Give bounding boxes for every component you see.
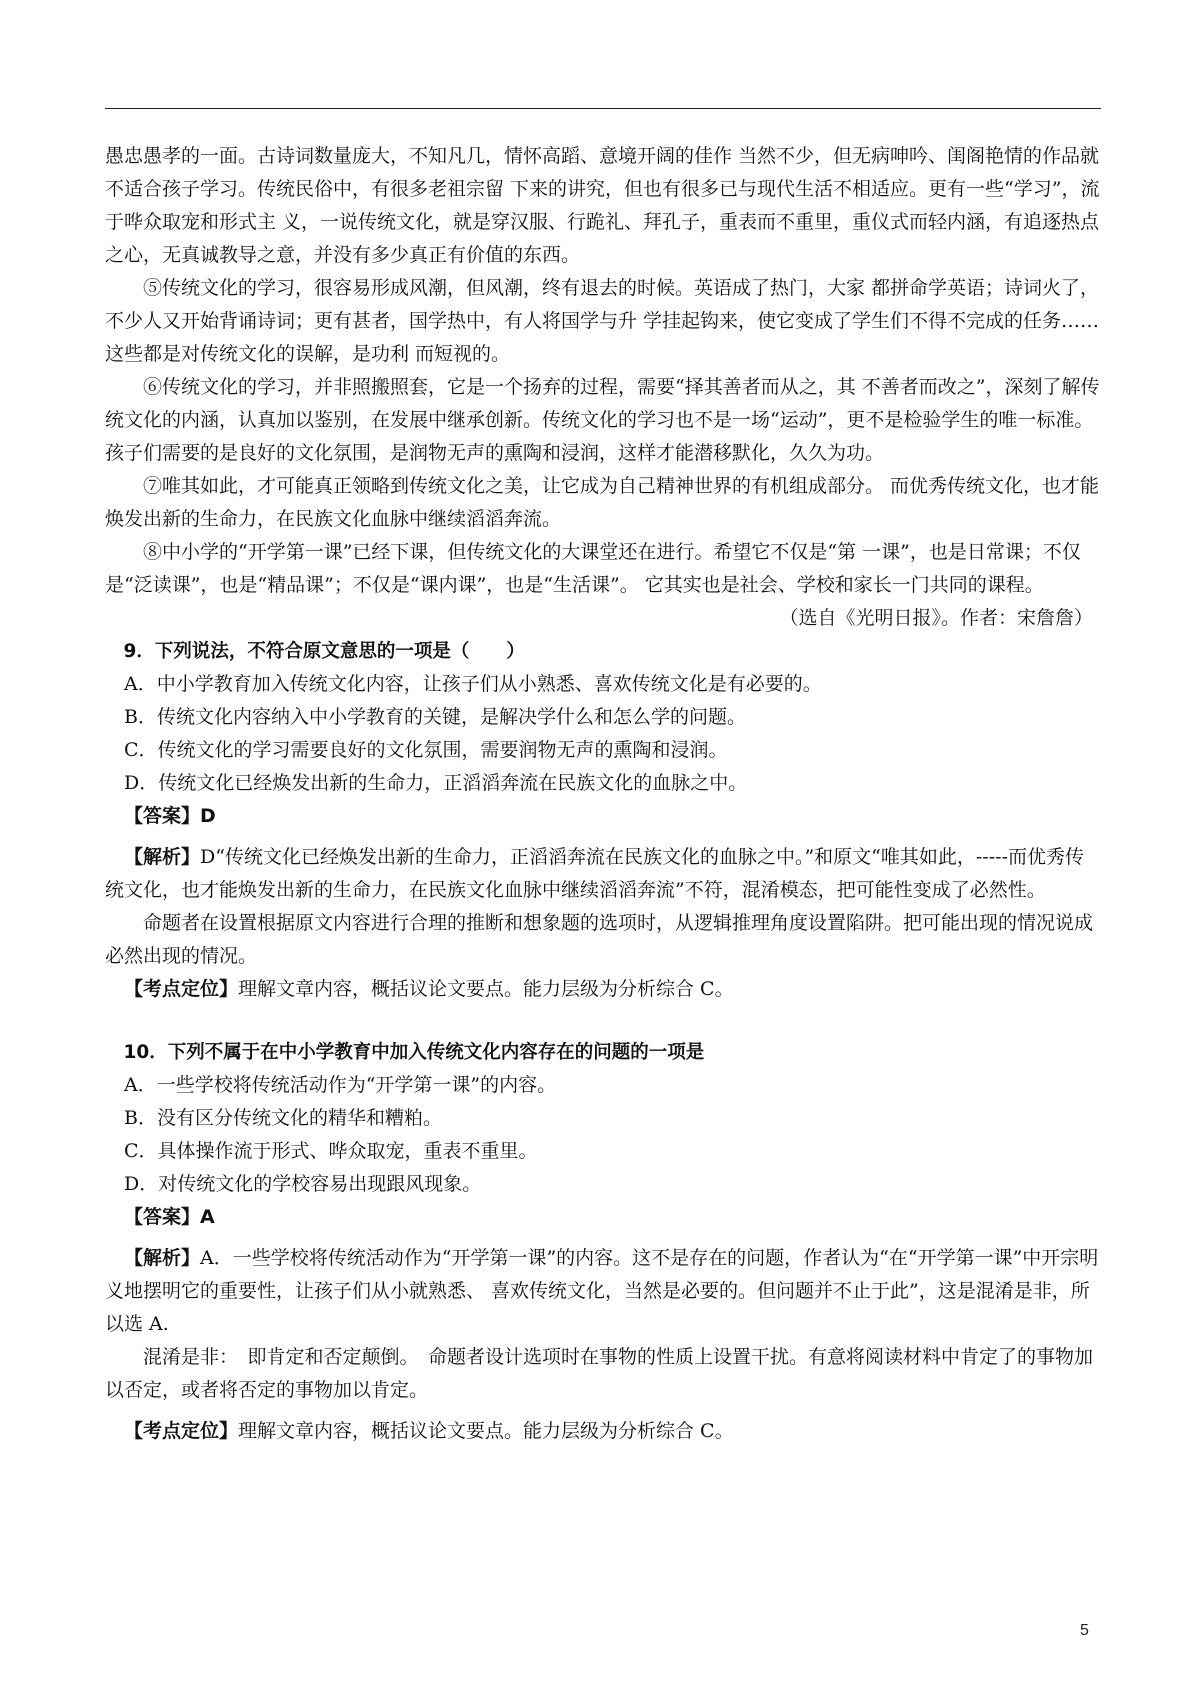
question-9-title: 9．下列说法，不符合原文意思的一项是（ ） [123, 641, 525, 662]
paragraph-4-cont: 愚忠愚孝的一面。古诗词数量庞大，不知凡几，情怀高蹈、意境开阔的佳作 当然不少，但无病呻吟、闺阁艳情的作品就不适合孩子学习。传统民俗中，有很多老祖宗留 下来的讲究，但也有很多已与现代生活不相适应。更有一些“学习”，流于哗众取宠和形式主 义，一说传统文化，就是穿汉服、行跪礼、拜孔子，重表而不重里，重仪式而轻内涵，有追逐热点之心，无真诚教导之意，并没有多少真正有价值的东西。 [105, 145, 1100, 266]
paragraph-5: ⑤传统文化的学习，很容易形成风潮，但风潮，终有退去的时候。英语成了热门，大家 都拼命学英语；诗词火了，不少人又开始背诵诗词；更有甚者，国学热中，有人将国学与升 学挂起钩来，使它变成了学生们不得不完成的任务……这些都是对传统文化的误解，是功利 而短视的。 [105, 277, 1100, 365]
q9-option-a: A．中小学教育加入传统文化内容，让孩子们从小熟悉、喜欢传统文化是有必要的。 [124, 673, 822, 695]
analysis-tag: 【解析】 [124, 1247, 201, 1269]
q10-analysis [105, 1242, 1101, 1341]
keypoint-text: 理解文章内容，概括议论文要点。能力层级为分析综合 C。 [238, 1420, 734, 1442]
keypoint-text: 理解文章内容，概括议论文要点。能力层级为分析综合 C。 [238, 978, 734, 1000]
answer-tag: 【答案】 [124, 805, 201, 827]
q10-keypoint [105, 1415, 1101, 1448]
paragraph-7: ⑦唯其如此，才可能真正领略到传统文化之美，让它成为自己精神世界的有机组成部分。 而优秀传统文化，也才能焕发出新的生命力，在民族文化血脉中继续滔滔奔流。 [105, 475, 1100, 530]
q10-option-b: B．没有区分传统文化的精华和糟粕。 [124, 1107, 442, 1129]
page-number: 5 [1080, 1622, 1089, 1639]
analysis-text: A．一些学校将传统活动作为“开学第一课”的内容。这不是存在的问题，作者认为“在“开学第一课”中开宗明义地摆明它的重要性，让孩子们从小就熟悉、 喜欢传统文化，当然是必要的。但问题并不止于此”，这是混淆是非，所以选 A. [105, 1247, 1099, 1335]
q10-option-d: D．对传统文化的学校容易出现跟风现象。 [124, 1173, 482, 1195]
q10-note: 混淆是非： 即肯定和否定颠倒。 命题者设计选项时在事物的性质上设置干扰。有意将阅读材料中肯定了的事物加以否定，或者将否定的事物加以肯定。 [105, 1346, 1094, 1401]
header-rule [105, 108, 1101, 109]
paragraph-6: ⑥传统文化的学习，并非照搬照套，它是一个扬弃的过程，需要“择其善者而从之，其 不善者而改之”，深刻了解传统文化的内涵，认真加以鉴别，在发展中继承创新。传统文化的学习也不是一场“运动”，更不是检验学生的唯一标准。孩子们需要的是良好的文化氛围，是润物无声的熏陶和浸润，这样才能潜移默化，久久为功。 [105, 376, 1100, 464]
q9-option-d: D．传统文化已经焕发出新的生命力，正滔滔奔流在民族文化的血脉之中。 [124, 772, 748, 794]
q9-option-c: C．传统文化的学习需要良好的文化氛围，需要润物无声的熏陶和浸润。 [124, 739, 728, 761]
q10-option-c: C．具体操作流于形式、哗众取宠，重表不重里。 [124, 1140, 538, 1162]
analysis-text: D“传统文化已经焕发出新的生命力，正滔滔奔流在民族文化的血脉之中。”和原文“唯其如此，-----而优秀传统文化，也才能焕发出新的生命力，在民族文化血脉中继续滔滔奔流”不符，混淆模态，把可能性变成了必然性。 [105, 846, 1084, 901]
answer-value: D [200, 805, 216, 827]
question-10-title: 10．下列不属于在中小学教育中加入传统文化内容存在的问题的一项是 [123, 1042, 705, 1063]
q10-option-a: A．一些学校将传统活动作为“开学第一课”的内容。 [124, 1074, 557, 1096]
q9-analysis [105, 841, 1101, 907]
analysis-tag: 【解析】 [124, 846, 201, 868]
page-body [105, 140, 1101, 1448]
keypoint-tag: 【考点定位】 [124, 978, 239, 1000]
q9-answer [105, 800, 1101, 833]
answer-tag: 【答案】 [124, 1206, 201, 1228]
q9-option-b: B．传统文化内容纳入中小学教育的关键，是解决学什么和怎么学的问题。 [124, 706, 746, 728]
paragraph-8: ⑧中小学的“开学第一课”已经下课，但传统文化的大课堂还在进行。希望它不仅是“第 一课”，也是日常课；不仅是“泛读课”，也是“精品课”；不仅是“课内课”，也是“生活课”。 它其实也是社会、学校和家长一门共同的课程。 [105, 541, 1081, 596]
keypoint-tag: 【考点定位】 [124, 1420, 239, 1442]
q10-answer [105, 1201, 1101, 1234]
source-citation: （选自《光明日报》。作者：宋詹詹） [779, 607, 1093, 629]
q9-note: 命题者在设置根据原文内容进行合理的推断和想象题的选项时，从逻辑推理角度设置陷阱。把可能出现的情况说成必然出现的情况。 [105, 912, 1094, 967]
answer-value: A [200, 1206, 215, 1228]
q9-keypoint [105, 973, 1101, 1006]
